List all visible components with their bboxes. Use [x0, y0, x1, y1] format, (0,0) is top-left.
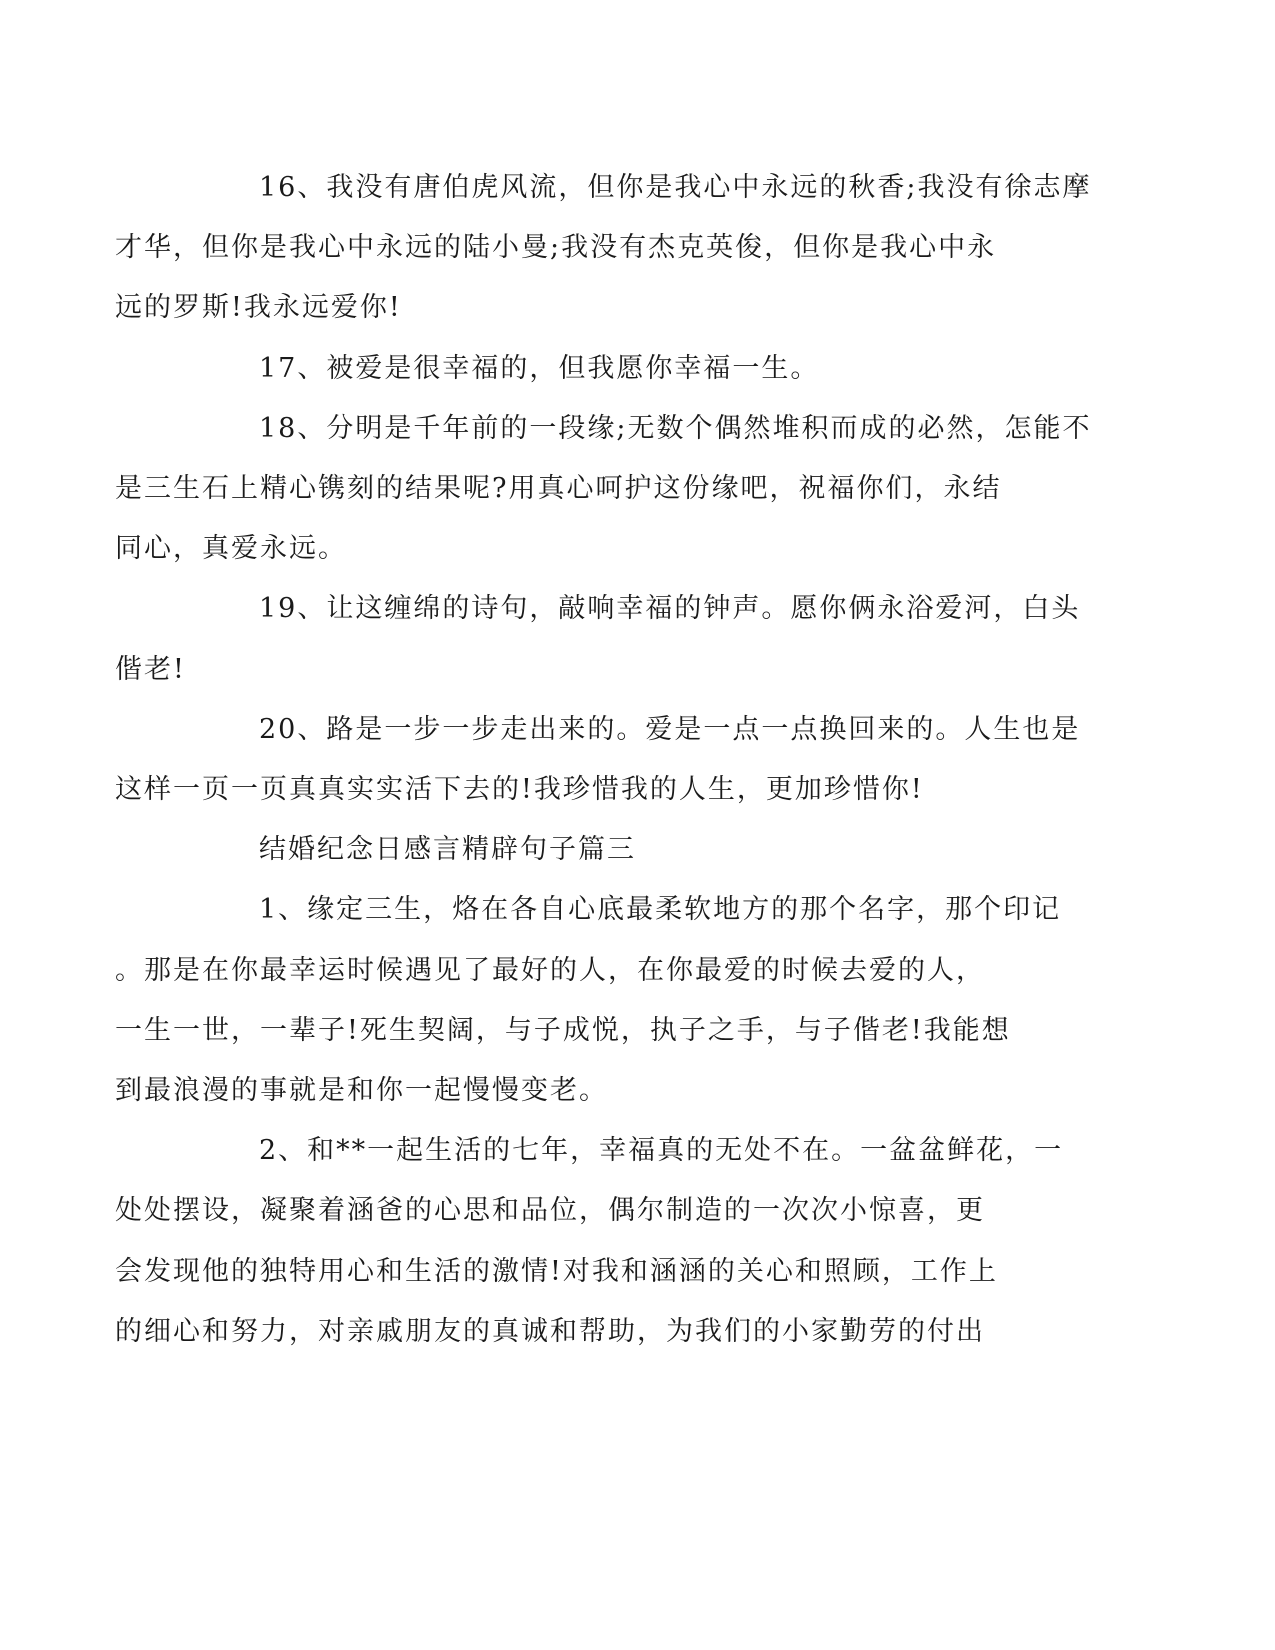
section-heading: 结婚纪念日感言精辟句子篇三: [259, 834, 636, 866]
document-body: [115, 158, 1092, 1362]
paragraph-20: [115, 700, 1081, 820]
text-line: 才华，但你是我心中永远的陆小曼;我没有杰克英俊，但你是我心中永: [115, 232, 997, 264]
paragraph-16: [115, 158, 1092, 339]
text-line: 远的罗斯!我永远爱你!: [115, 292, 402, 324]
text-line: 同心，真爱永远。: [115, 533, 347, 565]
text-line: 20、路是一步一步走出来的。爱是一点一点换回来的。人生也是: [259, 713, 1081, 745]
text-line: 会发现他的独特用心和生活的激情!对我和涵涵的关心和照顾，工作上: [115, 1255, 998, 1287]
text-line: 。那是在你最幸运时候遇见了最好的人，在你最爱的时候去爱的人，: [115, 954, 985, 986]
text-line: 19、让这缠绵的诗句，敲响幸福的钟声。愿你俩永浴爱河，白头: [259, 593, 1081, 625]
text-line: 一生一世，一辈子!死生契阔，与子成悦，执子之手，与子偕老!我能想: [115, 1014, 1011, 1046]
text-line: 这样一页一页真真实实活下去的!我珍惜我的人生，更加珍惜你!: [115, 774, 924, 806]
text-line: 是三生石上精心镌刻的结果呢?用真心呵护这份缘吧，祝福你们，永结: [115, 473, 1002, 505]
paragraph-18: [115, 399, 1092, 580]
paragraph-17: [187, 339, 1077, 399]
text-line: 处处摆设，凝聚着涵爸的心思和品位，偶尔制造的一次次小惊喜，更: [115, 1195, 985, 1227]
paragraph-section3-2: [115, 1121, 1077, 1362]
text-line: 的细心和努力，对亲戚朋友的真诚和帮助，为我们的小家勤劳的付出: [115, 1315, 985, 1347]
paragraph-19: [115, 579, 1081, 699]
text-line: 2、和**一起生活的七年，幸福真的无处不在。一盆盆鲜花，一: [259, 1135, 1064, 1167]
text-line: 17、被爱是很幸福的，但我愿你幸福一生。: [259, 352, 820, 384]
text-line: 18、分明是千年前的一段缘;无数个偶然堆积而成的必然，怎能不: [259, 412, 1092, 444]
text-line: 偕老!: [115, 653, 186, 685]
text-line: 1、缘定三生，烙在各自心底最柔软地方的那个名字，那个印记: [259, 894, 1062, 926]
paragraph-section3-1: [115, 880, 1077, 1121]
text-line: 16、我没有唐伯虎风流，但你是我心中永远的秋香;我没有徐志摩: [259, 172, 1092, 203]
text-line: 到最浪漫的事就是和你一起慢慢变老。: [115, 1075, 608, 1107]
